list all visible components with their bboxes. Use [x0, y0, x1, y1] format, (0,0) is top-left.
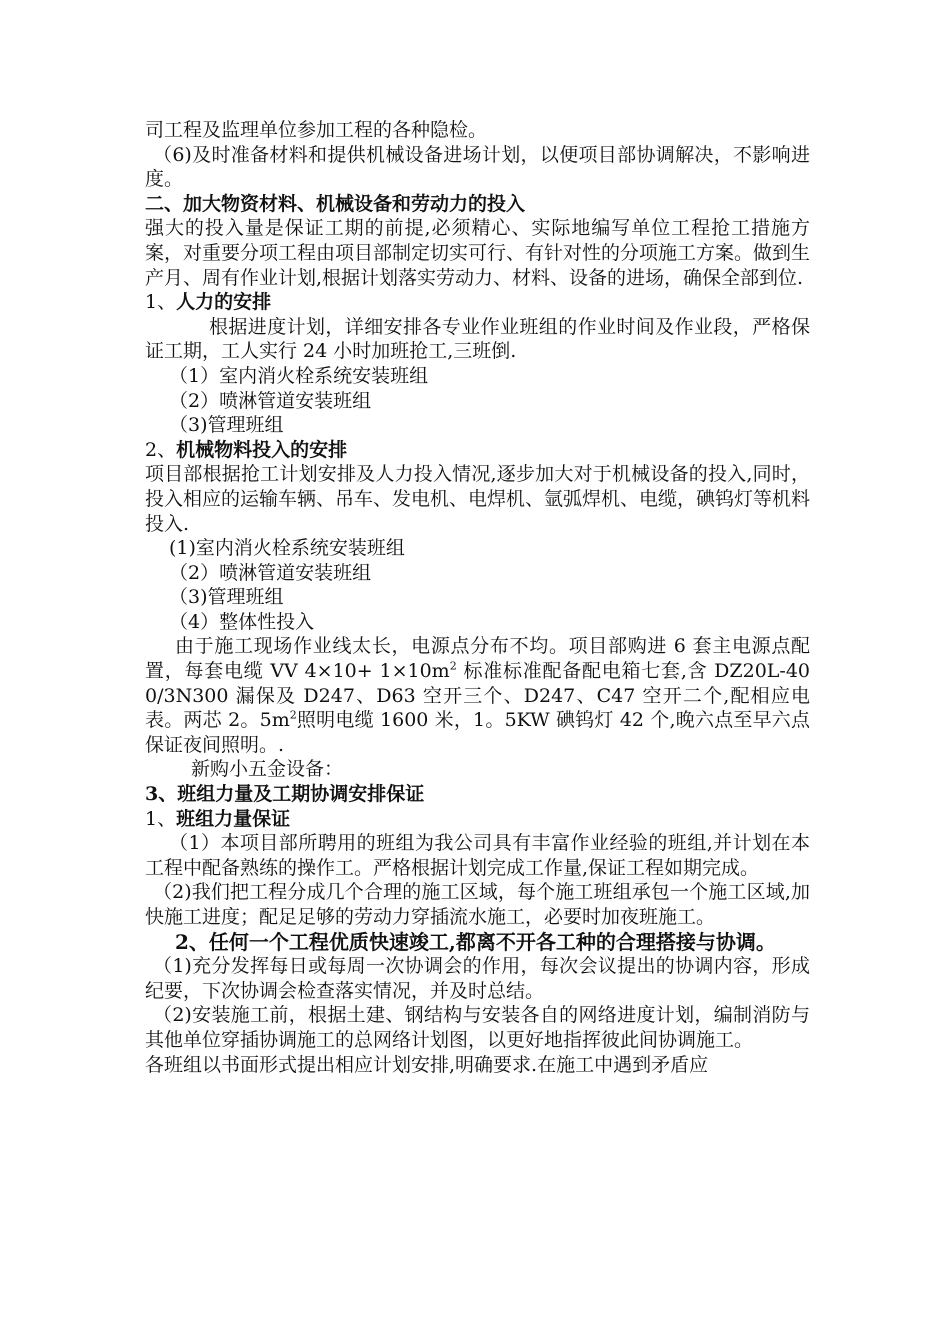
subheading-number: 1、: [145, 807, 177, 830]
paragraph-item-6: （6)及时准备材料和提供机械设备进场计划，以便项目部协调解决，不影响进度。: [145, 143, 810, 191]
paragraph-hardware: 新购小五金设备：: [191, 758, 344, 781]
superscript: 2: [289, 708, 297, 722]
subheading-team-strength: [145, 807, 810, 832]
list-item: （4）整体性投入: [169, 610, 315, 633]
section-heading-3: 3、班组力量及工期协调安排保证: [145, 783, 425, 806]
paragraph-machinery: 项目部根据抢工计划安排及人力投入情况,逐步加大对于机械设备的投入,同时，投入相应的运输车辆、吊车、发电机、电焊机、氩弧焊机、电缆，碘钨灯等机料投入.: [145, 463, 811, 535]
paragraph-investment-intro: 强大的投入量是保证工期的前提,必须精心、实际地编写单位工程抢工措施方案，对重要分项工程由项目部制定切实可行、有针对性的分项施工方案。做到生产月、周有作业计划,根据计划落实劳动力、材料、设备的进场，确保全部到位.: [145, 217, 811, 289]
document-page: [145, 118, 810, 1077]
text-run: 由于施工现场作业线太长，电源点分布不均。项目部购进 6 套主电源点配置，每套电缆 VV 4×10+ 1×10m: [145, 635, 810, 683]
paragraph-team-item-1: （1）本项目部所聘用的班组为我公司具有丰富作业经验的班组,并计划在本工程中配备熟练的操作工。严格根据计划完成工作量,保证工程如期完成。: [145, 832, 810, 879]
list-item: （2）喷淋管道安装班组: [169, 389, 372, 412]
subheading-text: 班组力量保证: [176, 807, 291, 830]
list-item: （3)管理班组: [169, 586, 284, 609]
subheading-machinery: [145, 438, 810, 463]
paragraph-coord-item-2: （2)安装施工前，根据土建、钢结构与安装各自的网络进度计划，编制消防与其他单位穿插协调施工的总网络计划图，以更好地指挥彼此间协调施工。: [145, 1004, 810, 1051]
superscript: 2: [449, 659, 457, 673]
list-item: (1)室内消火栓系统安装班组: [169, 537, 405, 560]
subheading-number: 1、: [145, 291, 177, 314]
paragraph-coord-item-1: （1)充分发挥每日或每周一次协调会的作用，每次会议提出的协调内容，形成纪要，下次协调会检查落实情况，并及时总结。: [145, 955, 810, 1002]
subheading-text: 人力的安排: [176, 291, 272, 314]
list-item: （1）室内消火栓系统安装班组: [169, 364, 429, 387]
text-run: 照明电缆 1600 米，1。5KW 碘钨灯 42 个,晚六点至早六点保证夜间照明。.: [145, 709, 810, 756]
subheading-number: 2、: [145, 438, 177, 461]
paragraph-last: 各班组以书面形式提出相应计划安排,明确要求.在施工中遇到矛盾应: [145, 1053, 709, 1076]
text-run: 标准标准配备配电箱七套,含 DZ20L-400/3N300 漏保及 D247、D63 空开三个、D247、C47 空开二个,配相应电表。两芯 2。5m: [145, 660, 810, 732]
subheading-manpower: [145, 290, 810, 315]
subheading-text: 机械物料投入的安排: [176, 438, 348, 461]
list-item: （2）喷淋管道安装班组: [169, 561, 372, 584]
paragraph-continuation: 司工程及监理单位参加工程的各种隐检。: [145, 119, 488, 141]
section-heading-2: 二、加大物资材料、机械设备和劳动力的投入: [145, 192, 526, 215]
paragraph-team-item-2: （2)我们把工程分成几个合理的施工区域，每个施工班组承包一个施工区域,加快施工进度；配足足够的劳动力穿插流水施工，必要时加夜班施工。: [145, 881, 810, 928]
list-item: （3)管理班组: [169, 414, 284, 437]
paragraph-power-supply: [145, 634, 810, 757]
paragraph-manpower: 根据进度计划，详细安排各专业作业班组的作业时间及作业段，严格保证工期，工人实行 24 小时加班抢工,三班倒.: [145, 315, 810, 363]
subheading-coordination: 2、任何一个工程优质快速竣工,都离不开各工种的合理搭接与协调。: [175, 929, 776, 954]
